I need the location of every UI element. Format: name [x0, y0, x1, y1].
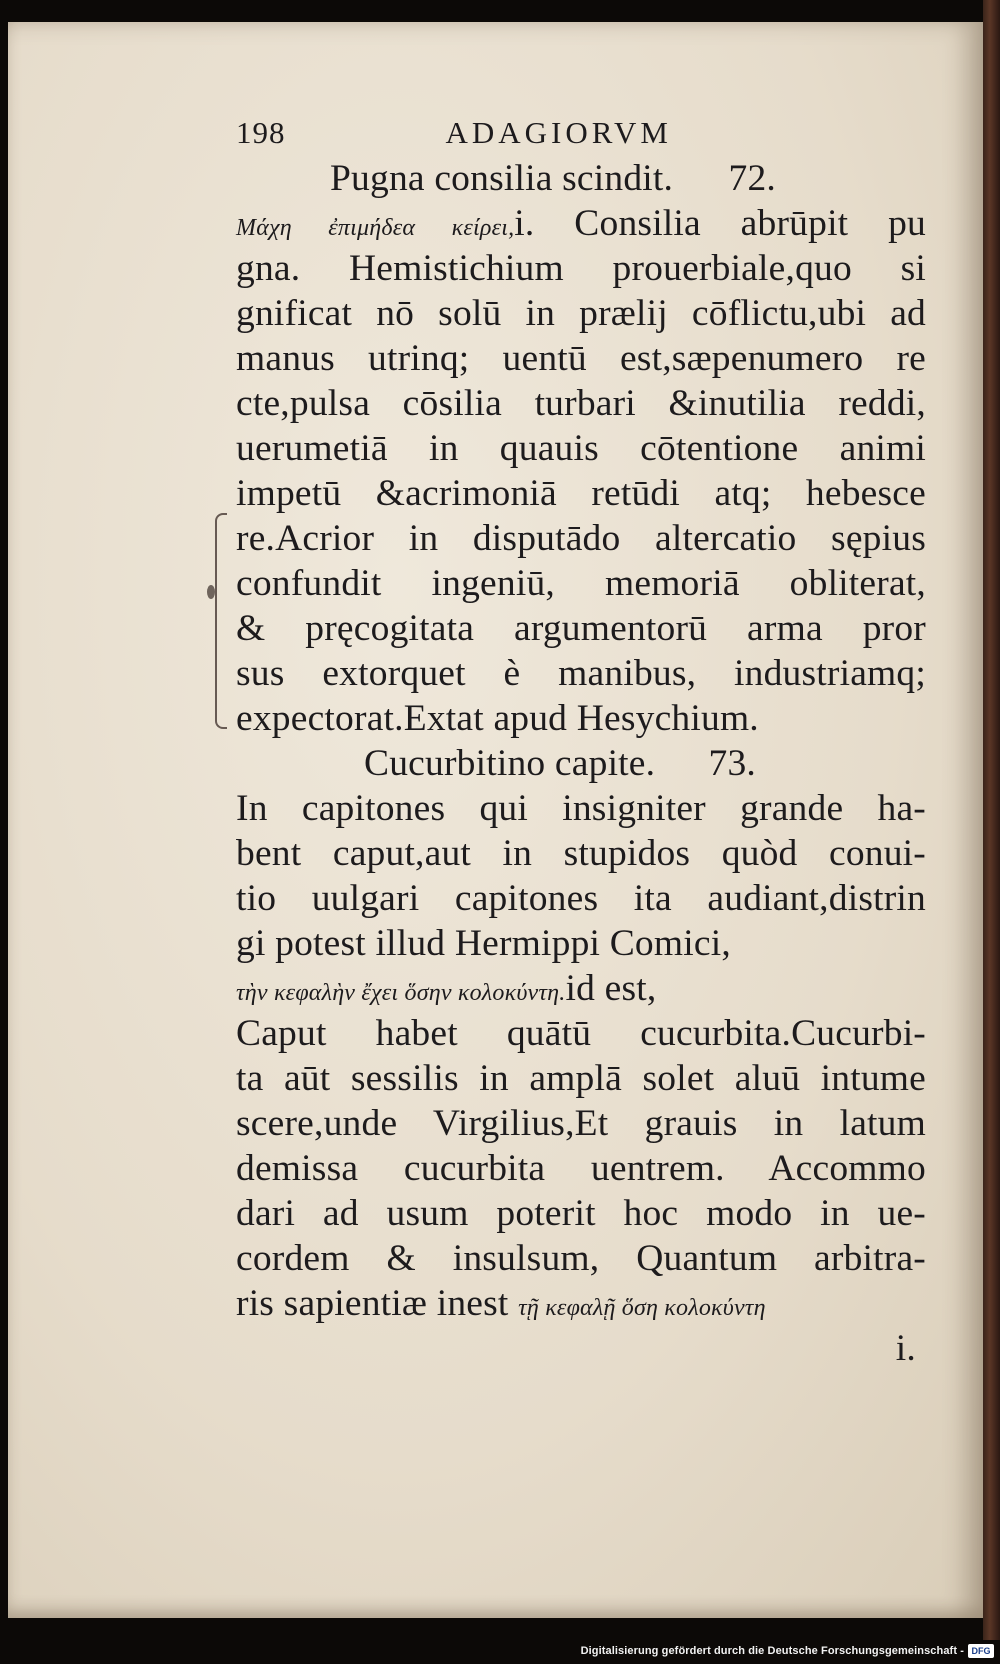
text-line: gna. Hemistichium prouerbiale,quo si [236, 248, 926, 289]
text-line [236, 201, 926, 246]
text-line: demissa cucurbita uentrem. Accommo [236, 1148, 926, 1189]
running-header [236, 110, 926, 156]
text-line: In capitones qui insigniter grande ha- [236, 788, 926, 829]
footer-bar [0, 1640, 1000, 1664]
text-line: confundit ingeniū, memoriā obliterat, [236, 563, 926, 604]
section-number: 72. [728, 158, 776, 199]
section-title [236, 156, 926, 201]
text-line: manus utrinq; uentū est,sæpenumero re [236, 338, 926, 379]
book-spine-edge [983, 0, 1000, 1640]
text-line [236, 966, 926, 1011]
text-line-content: ris sapientiæ inest [236, 1283, 509, 1324]
text-line: Caput habet quātū cucurbita.Cucurbi- [236, 1013, 926, 1054]
page-number: 198 [236, 115, 286, 150]
text-line: gnificat nō solū in prælij cōflictu,ubi ad [236, 293, 926, 334]
section-title-text: Pugna consilia scindit. [330, 158, 674, 199]
text-line: dari ad usum poterit hoc modo in ue- [236, 1193, 926, 1234]
greek-quote: τὴν κεφαλὴν ἔχει ὅσην κολοκύντη. [236, 980, 566, 1006]
text-line: scere,unde Virgilius,Et grauis in latum [236, 1103, 926, 1144]
text-line: cordem & insulsum, Quantum arbitra- [236, 1238, 926, 1279]
text-line: expectorat.Extat apud Hesychium. [236, 698, 759, 739]
text-line: & pręcogitata argumentorū arma pror [236, 608, 926, 649]
section-title [236, 741, 926, 786]
text-line: re.Acrior in disputādo altercatio sępius [236, 518, 926, 559]
page-text-block [236, 110, 926, 1371]
greek-quote: τῇ κεφαλῇ ὅση κολοκύντη [518, 1295, 766, 1321]
text-line: impetū &acrimoniā retūdi atq; hebesce [236, 473, 926, 514]
text-line: cte,pulsa cōsilia turbari &inutilia reddi, [236, 383, 926, 424]
text-line: sus extorquet è manibus, industriamq; [236, 653, 926, 694]
greek-quote: Μάχη ἐπιμήδεα κείρει, [236, 215, 515, 241]
text-line: gi potest illud Hermippi Comici, [236, 923, 731, 964]
section-number: 73. [708, 743, 756, 784]
text-line-content: id est, [565, 968, 657, 1009]
funding-notice: Digitalisierung gefördert durch die Deutsche Forschungsgemeinschaft - [580, 1645, 964, 1657]
text-line [236, 1281, 926, 1326]
margin-bracket-tip [207, 585, 215, 599]
dfg-logo: DFG [968, 1644, 994, 1658]
text-line: uerumetiā in quauis cōtentione animi [236, 428, 926, 469]
text-line: ta aūt sessilis in amplā solet aluū intume [236, 1058, 926, 1099]
text-line-content: i. Consilia abrūpit pu [514, 203, 926, 244]
section-title-text: Cucurbitino capite. [364, 743, 656, 784]
text-line: tio uulgari capitones ita audiant,distrin [236, 878, 926, 919]
text-line: i. [895, 1328, 916, 1369]
running-title: ADAGIORVM [445, 115, 672, 150]
text-line: bent caput,aut in stupidos quòd conui- [236, 833, 926, 874]
margin-bracket [215, 513, 227, 729]
